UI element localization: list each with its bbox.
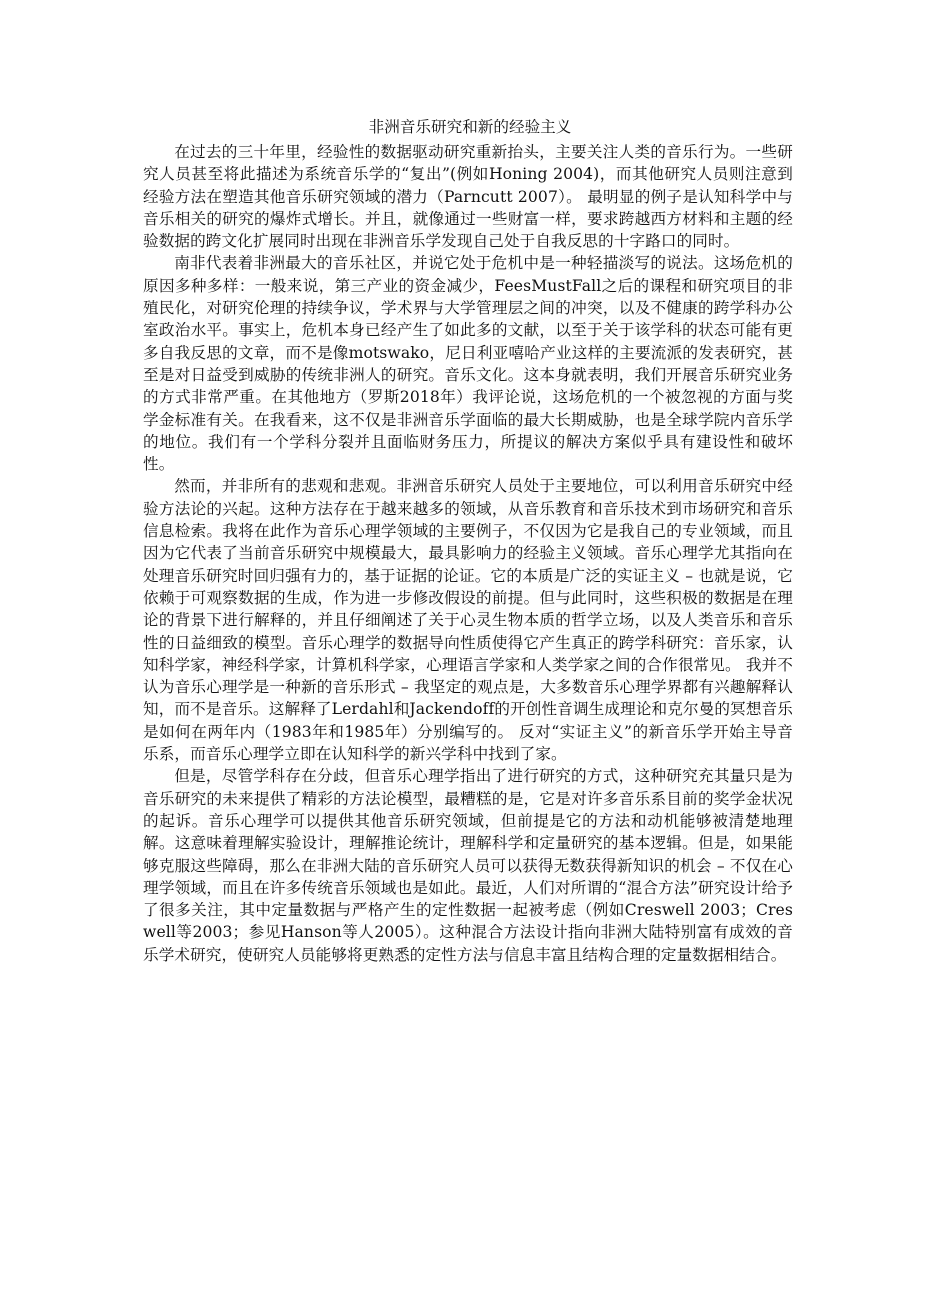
paragraph-4: 但是，尽管学科存在分歧，但音乐心理学指出了进行研究的方式，这种研究充其量只是为音乐研究的未来提供了精彩的方法论模型，最糟糕的是，它是对许多音乐系目前的奖学金状况的起诉。音乐心理学可以提供其他音乐研究领域，但前提是它的方法和动机能够被清楚地理解。这意味着理解实验设计，理解推论统计，理解科学和定量研究的基本逻辑。但是，如果能够克服这些障碍，那么在非洲大陆的音乐研究人员可以获得无数获得新知识的机会 – 不仅在心理学领域，而且在许多传统音乐领域也是如此。最近，人们对所谓的“混合方法”研究设计给予了很多关注，其中定量数据与严格产生的定性数据一起被考虑（例如Creswell 2003；Creswell等2003；参见Hanson等人2005）。这种混合方法设计指向非洲大陆特别富有成效的音乐学术研究，使研究人员能够将更熟悉的定性方法与信息丰富且结构合理的定量数据相结合。 <box>143 767 793 964</box>
paragraph-3: 然而，并非所有的悲观和悲观。非洲音乐研究人员处于主要地位，可以利用音乐研究中经验方法论的兴起。这种方法存在于越来越多的领域，从音乐教育和音乐技术到市场研究和音乐信息检索。我将在此作为音乐心理学领域的主要例子，不仅因为它是我自己的专业领域，而且因为它代表了当前音乐研究中规模最大，最具影响力的经验主义领域。音乐心理学尤其指向在处理音乐研究时回归强有力的，基于证据的论证。它的本质是广泛的实证主义 – 也就是说，它依赖于可观察数据的生成，作为进一步修改假设的前提。但与此同时，这些积极的数据是在理论的背景下进行解释的，并且仔细阐述了关于心灵生物本质的哲学立场，以及人类音乐和音乐性的日益细致的模型。音乐心理学的数据导向性质使得它产生真正的跨学科研究：音乐家，认知科学家，神经科学家，计算机科学家，心理语言学家和人类学家之间的合作很常见。 我并不认为音乐心理学是一种新的音乐形式 – 我坚定的观点是，大多数音乐心理学界都有兴趣解释认知，而不是音乐。这解释了Lerdahl和Jackendoff的开创性音调生成理论和克尔曼的冥想音乐是如何在两年内（1983年和1985年）分别编写的。 反对“实证主义”的新音乐学开始主导音乐系，而音乐心理学立即在认知科学的新兴学科中找到了家。 <box>143 477 793 764</box>
paragraph-2: 南非代表着非洲最大的音乐社区，并说它处于危机中是一种轻描淡写的说法。这场危机的原因多种多样：一般来说，第三产业的资金减少，FeesMustFall之后的课程和研究项目的非殖民化，对研究伦理的持续争议，学术界与大学管理层之间的冲突，以及不健康的跨学科办公室政治水平。事实上，危机本身已经产生了如此多的文献，以至于关于该学科的状态可能有更多自我反思的文章，而不是像motswako，尼日利亚嘻哈产业这样的主要流派的发表研究，甚至是对日益受到威胁的传统非洲人的研究。音乐文化。这本身就表明，我们开展音乐研究业务的方式非常严重。在其他地方（罗斯2018年）我评论说，这场危机的一个被忽视的方面与奖学金标准有关。在我看来，这不仅是非洲音乐学面临的最大长期威胁，也是全球学院内音乐学的地位。我们有一个学科分裂并且面临财务压力，所提议的解决方案似乎具有建设性和破坏性。 <box>143 254 793 474</box>
document-page <box>143 116 793 966</box>
document-title: 非洲音乐研究和新的经验主义 <box>368 118 572 136</box>
paragraph-1: 在过去的三十年里，经验性的数据驱动研究重新抬头，主要关注人类的音乐行为。一些研究人员甚至将此描述为系统音乐学的“复出”(例如Honing 2004)，而其他研究人员则注意到经验方法在塑造其他音乐研究领域的潜力（Parncutt 2007）。 最明显的例子是认知科学中与音乐相关的研究的爆炸式增长。并且，就像通过一些财富一样，要求跨越西方材料和主题的经验数据的跨文化扩展同时出现在非洲音乐学发现自己处于自我反思的十字路口的同时。 <box>143 143 793 251</box>
